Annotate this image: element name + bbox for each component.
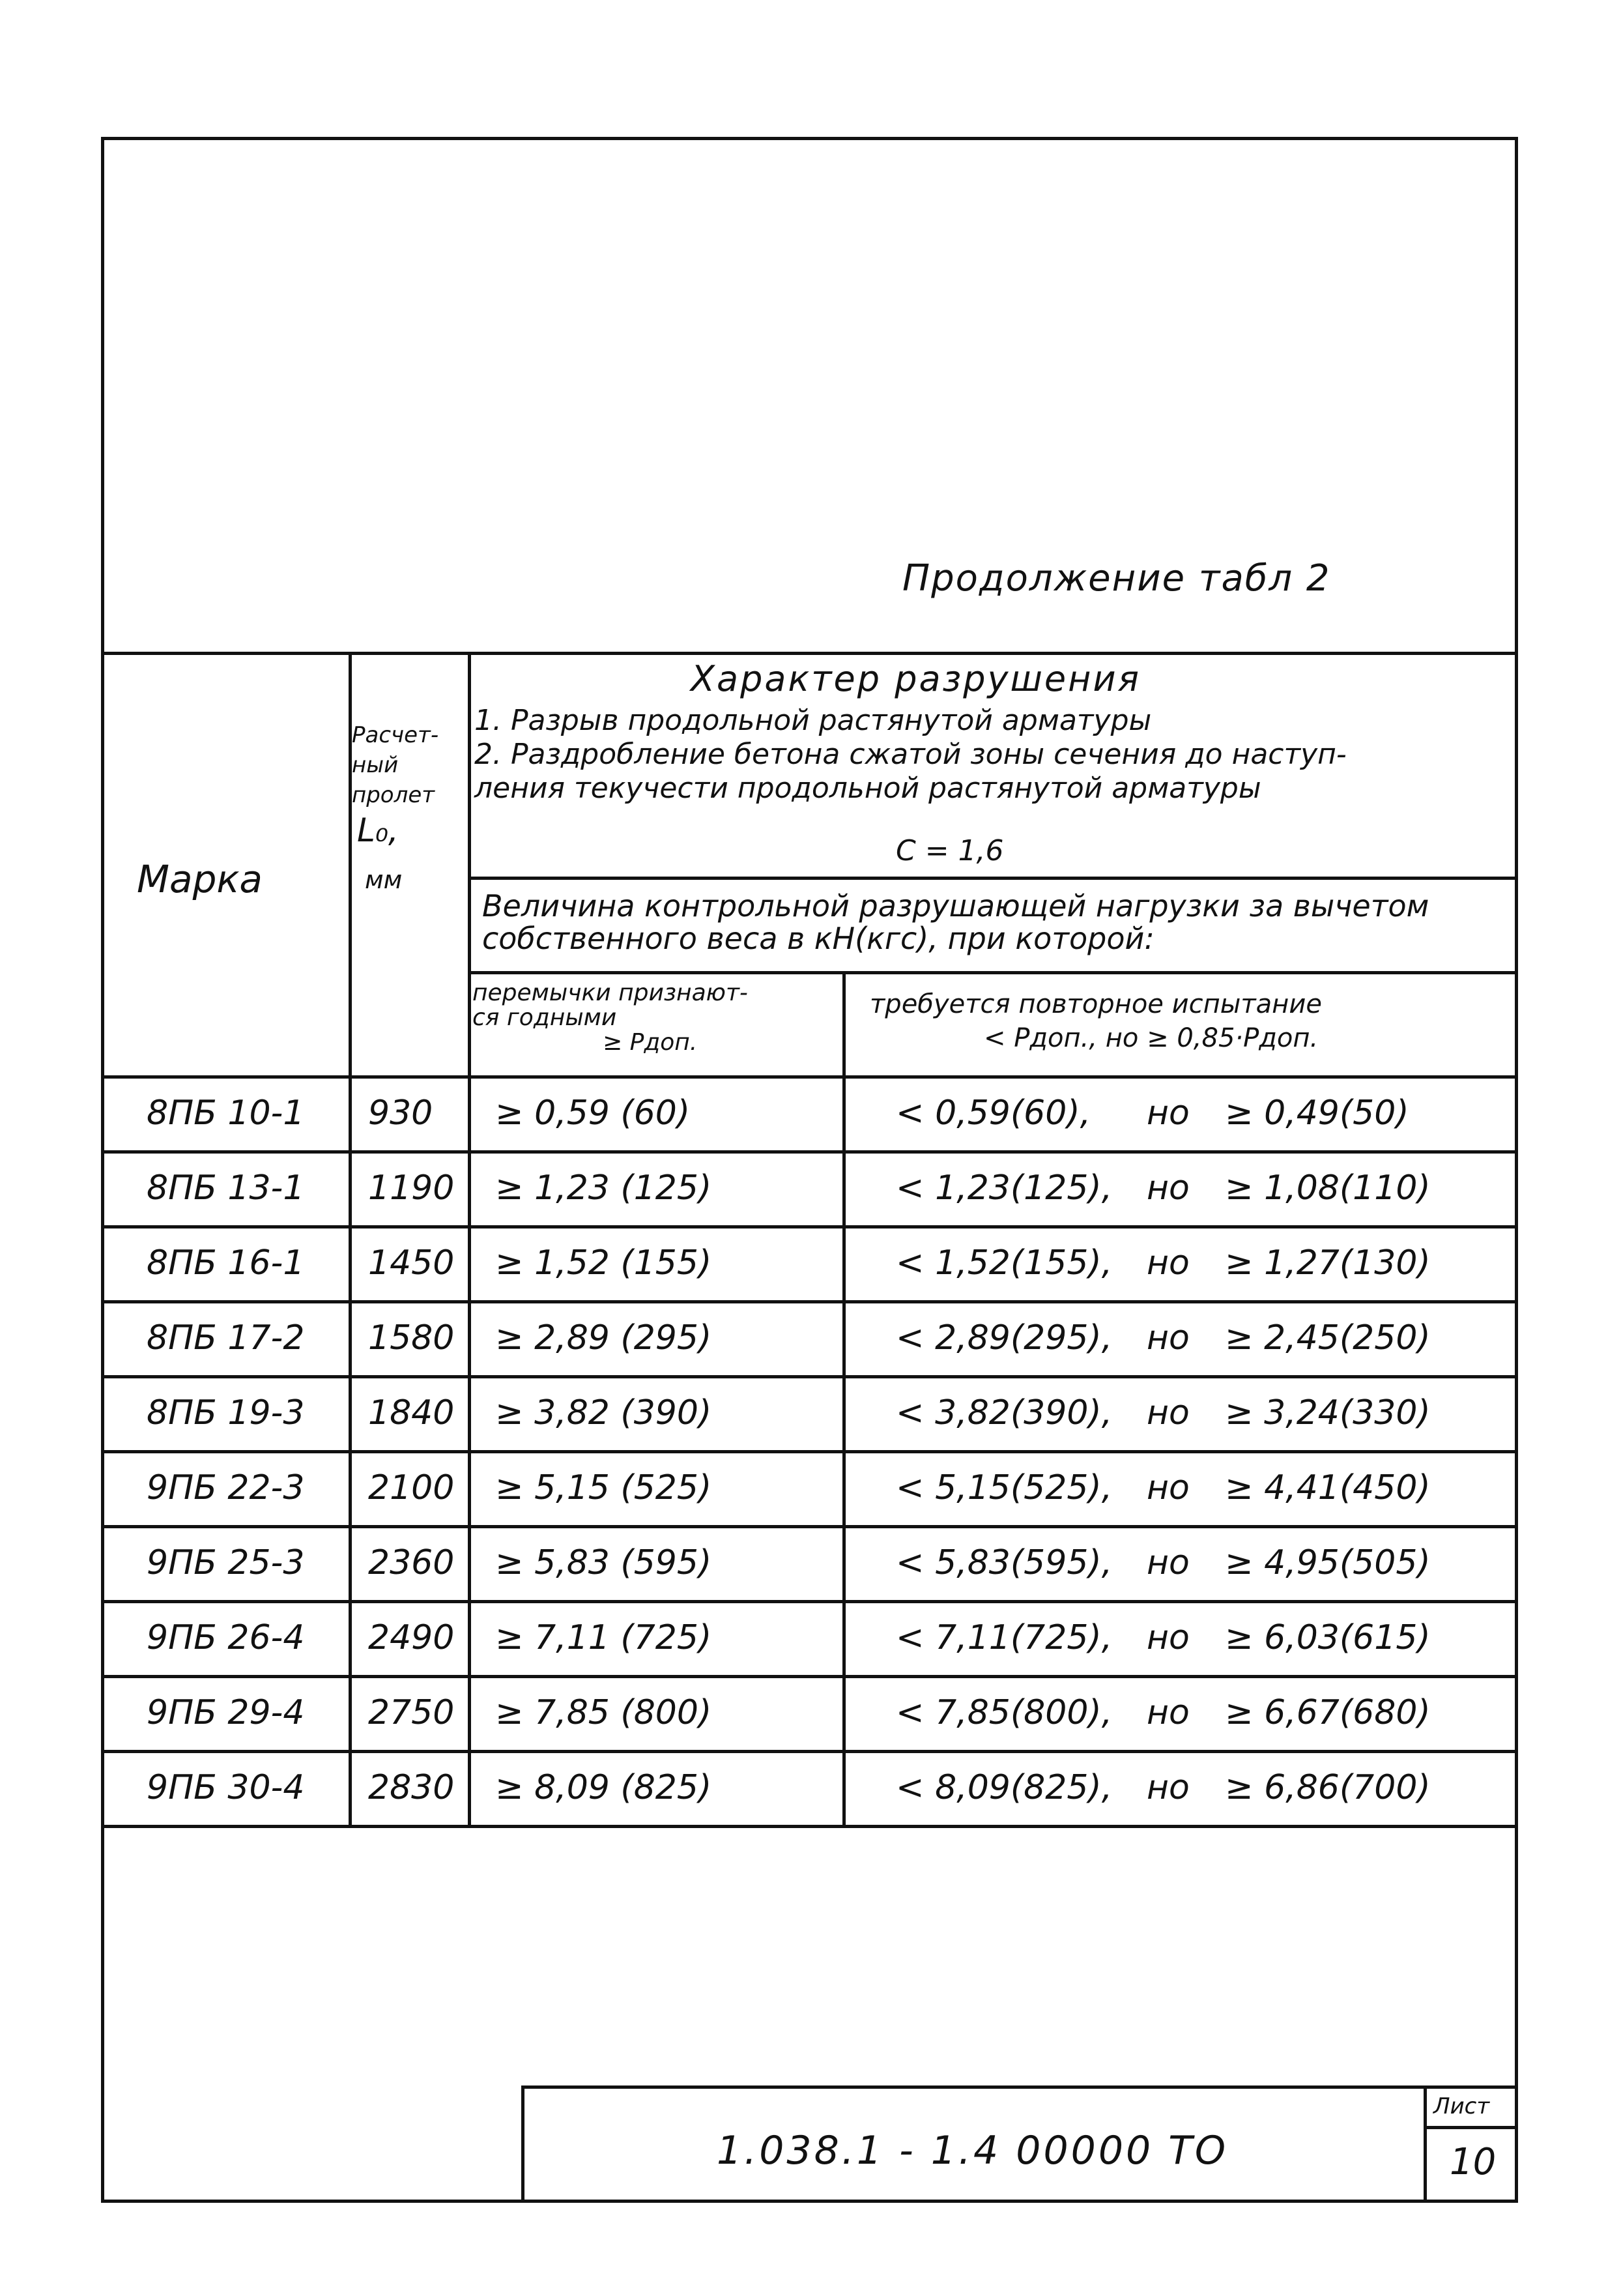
- load-header: [482, 890, 1429, 955]
- cell-mark: 9ПБ 30-4: [147, 1768, 305, 1807]
- cell-retest-lt: < 1,23(125),: [896, 1169, 1113, 1208]
- cell-retest-ge: ≥ 4,95(505): [1225, 1543, 1431, 1582]
- cell-retest-ge: ≥ 1,08(110): [1225, 1169, 1431, 1208]
- row-rule: [101, 1075, 1518, 1079]
- accepted-header: [472, 981, 748, 1055]
- sheet-label-rule: [1424, 2126, 1518, 2129]
- cell-span: 2830: [368, 1768, 455, 1807]
- cell-accept: ≥ 7,85 (800): [495, 1693, 712, 1732]
- accepted-header-line-2: ся годными: [472, 1004, 617, 1031]
- cell-conj: но: [1147, 1768, 1190, 1807]
- cell-mark: 9ПБ 22-3: [147, 1468, 305, 1507]
- cell-mark: 8ПБ 10-1: [147, 1094, 305, 1133]
- cell-accept: ≥ 1,52 (155): [495, 1243, 712, 1283]
- span-header: [352, 720, 438, 895]
- cell-span: 1450: [368, 1243, 455, 1283]
- cell-conj: но: [1147, 1318, 1190, 1358]
- failure-title: Характер разрушения: [691, 658, 1141, 699]
- col-divider-span: [468, 652, 471, 1825]
- cell-span: 1190: [368, 1169, 455, 1208]
- row-rule: [101, 1750, 1518, 1753]
- row-rule: [101, 1225, 1518, 1228]
- cell-retest-lt: < 2,89(295),: [896, 1318, 1113, 1358]
- cell-retest-ge: ≥ 2,45(250): [1225, 1318, 1431, 1358]
- cell-retest-lt: < 8,09(825),: [896, 1768, 1113, 1807]
- load-header-line-1: Величина контрольной разрушающей нагрузки за вычетом: [482, 888, 1429, 923]
- row-rule: [101, 1675, 1518, 1678]
- cell-conj: но: [1147, 1243, 1190, 1283]
- cell-accept: ≥ 1,23 (125): [495, 1169, 712, 1208]
- cell-accept: ≥ 5,83 (595): [495, 1543, 712, 1582]
- cell-mark: 9ПБ 29-4: [147, 1693, 305, 1732]
- row-rule: [101, 1600, 1518, 1603]
- failure-line-3: ления текучести продольной растянутой арматуры: [474, 772, 1261, 805]
- cell-conj: но: [1147, 1693, 1190, 1732]
- cell-span: 2750: [368, 1693, 455, 1732]
- cell-span: 1580: [368, 1318, 455, 1358]
- cell-mark: 8ПБ 17-2: [147, 1318, 305, 1358]
- sheet-label: Лист: [1433, 2093, 1490, 2119]
- cell-retest-ge: ≥ 6,03(615): [1225, 1618, 1431, 1657]
- cell-retest-lt: < 3,82(390),: [896, 1393, 1113, 1432]
- cell-span: 2100: [368, 1468, 455, 1507]
- cell-mark: 8ПБ 16-1: [147, 1243, 305, 1283]
- cell-retest-ge: ≥ 4,41(450): [1225, 1468, 1431, 1507]
- cell-retest-lt: < 5,15(525),: [896, 1468, 1113, 1507]
- cell-retest-lt: < 1,52(155),: [896, 1243, 1113, 1283]
- span-header-line-2: ный: [352, 752, 399, 778]
- failure-line-1: 1. Разрыв продольной растянутой арматуры: [474, 704, 1152, 737]
- failure-line-2: 2. Раздробление бетона сжатой зоны сечения до наступ-: [474, 738, 1347, 771]
- failure-description: [474, 704, 1347, 806]
- cell-mark: 9ПБ 26-4: [147, 1618, 305, 1657]
- cell-mark: 9ПБ 25-3: [147, 1543, 305, 1582]
- title-block-divider: [1424, 2085, 1427, 2203]
- cell-span: 2360: [368, 1543, 455, 1582]
- cell-conj: но: [1147, 1543, 1190, 1582]
- row-rule: [101, 1375, 1518, 1378]
- retest-header: [870, 987, 1322, 1055]
- cell-accept: ≥ 8,09 (825): [495, 1768, 712, 1807]
- failure-rule: [468, 877, 1518, 880]
- retest-condition: < Pдоп., но ≥ 0,85·Pдоп.: [984, 1023, 1319, 1053]
- document-code: 1.038.1 - 1.4 00000 ТО: [717, 2128, 1229, 2173]
- table-top-rule: [101, 652, 1518, 655]
- cell-retest-lt: < 7,85(800),: [896, 1693, 1113, 1732]
- row-rule: [101, 1825, 1518, 1828]
- cell-conj: но: [1147, 1468, 1190, 1507]
- cell-mark: 8ПБ 19-3: [147, 1393, 305, 1432]
- cell-accept: ≥ 0,59 (60): [495, 1094, 691, 1133]
- span-header-line-3: пролет: [352, 782, 435, 808]
- span-header-line-1: Расчет-: [352, 722, 439, 748]
- cell-span: 1840: [368, 1393, 455, 1432]
- cell-retest-ge: ≥ 6,67(680): [1225, 1693, 1431, 1732]
- cell-retest-ge: ≥ 3,24(330): [1225, 1393, 1431, 1432]
- span-unit: мм: [365, 865, 403, 894]
- cell-span: 2490: [368, 1618, 455, 1657]
- cell-accept: ≥ 7,11 (725): [495, 1618, 712, 1657]
- row-rule: [101, 1300, 1518, 1303]
- accepted-condition: ≥ Pдоп.: [603, 1029, 698, 1056]
- cell-conj: но: [1147, 1393, 1190, 1432]
- load-header-line-2: собственного веса в кН(кгс), при которой:: [482, 921, 1155, 956]
- coefficient: C = 1,6: [896, 834, 1004, 867]
- cell-span: 930: [368, 1094, 433, 1133]
- load-rule: [468, 971, 1518, 974]
- cell-accept: ≥ 2,89 (295): [495, 1318, 712, 1358]
- row-rule: [101, 1525, 1518, 1528]
- cell-mark: 8ПБ 13-1: [147, 1169, 305, 1208]
- mark-header: Марка: [137, 857, 263, 901]
- span-symbol: L₀,: [357, 811, 399, 849]
- cell-retest-ge: ≥ 6,86(700): [1225, 1768, 1431, 1807]
- cell-conj: но: [1147, 1618, 1190, 1657]
- row-rule: [101, 1450, 1518, 1453]
- continuation-caption: Продолжение табл 2: [902, 557, 1331, 600]
- cell-retest-lt: < 5,83(595),: [896, 1543, 1113, 1582]
- cell-retest-ge: ≥ 1,27(130): [1225, 1243, 1431, 1283]
- retest-header-line: требуется повторное испытание: [870, 989, 1322, 1019]
- cell-accept: ≥ 5,15 (525): [495, 1468, 712, 1507]
- cell-conj: но: [1147, 1169, 1190, 1208]
- cell-retest-lt: < 0,59(60),: [896, 1094, 1091, 1133]
- cell-retest-lt: < 7,11(725),: [896, 1618, 1113, 1657]
- cell-conj: но: [1147, 1094, 1190, 1133]
- sheet-number: 10: [1450, 2141, 1497, 2183]
- cell-accept: ≥ 3,82 (390): [495, 1393, 712, 1432]
- cell-retest-ge: ≥ 0,49(50): [1225, 1094, 1409, 1133]
- accepted-header-line-1: перемычки признают-: [472, 980, 748, 1006]
- row-rule: [101, 1150, 1518, 1154]
- col-divider-accept: [842, 971, 846, 1825]
